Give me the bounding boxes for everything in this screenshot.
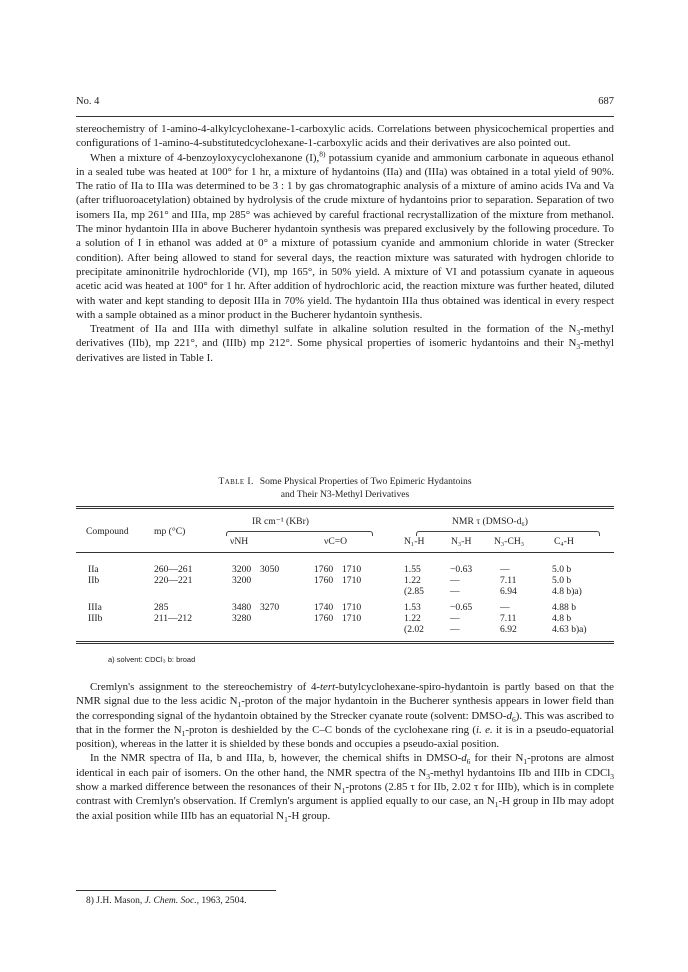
table-header-rule xyxy=(76,552,614,553)
cell-n3ch3: — xyxy=(500,564,510,575)
paragraph-5: In the NMR spectra of IIa, b and IIIa, b, however, the chemical shifts in DMSO-$d_6$ for their $N_1$-protons are almost identical in each pair of isomers. On the other hand, the NMR spectra of the $N_3$-methyl hydantoins IIb and IIIb in CDCl$_3$ show a marked difference between the resonances of their $N_1$-protons (2.85 τ for IIb, 2.02 τ for IIIb), which is in complete contrast with Cremlyn's observation. If Cremlyn's argument is applied equally to our case, an $N_1-H$ group in IIb may adopt the axial position while IIIb has an equatorial $N_1-H$ group. xyxy=(76,752,614,824)
cell-co1: 1760 xyxy=(314,564,334,575)
cell-n3h: — xyxy=(450,624,460,635)
cell-c4h: 5.0 b xyxy=(552,575,572,586)
header-nu-co: νC=O xyxy=(324,536,348,547)
cell-n3ch3: 6.94 xyxy=(500,586,517,597)
cell-compound: IIIa xyxy=(88,602,102,613)
table-title-line-1: Some Physical Properties of Two Epimeric Hydantoins xyxy=(259,476,472,487)
cell-nh1: 3200 xyxy=(232,564,252,575)
table-bottom-rule xyxy=(76,641,614,642)
cell-co2: 1710 xyxy=(342,575,362,586)
cell-n3h: — xyxy=(450,586,460,597)
header-n3ch3: N₃-CH₃ xyxy=(494,536,525,547)
reference-rule xyxy=(76,890,276,891)
paragraph-4: Cremlyn's assignment to the stereochemistry of 4-tert-butylcyclohexane-spiro-hydantoin is partly based on that the NMR signal due to the less acidic $N_1$-proton of the major hydantoin in the Bucherer synthesis appears in lower field than the corresponding signal of the hydantoin obtained by the Strecker cyanate route (solvent: DMSO-$d_6$). This was ascribed to that in the former the $N_1$-proton is deshielded by the C–C bonds of the cyclohexane ring (i. e. it is in a pseudo-equatorial position), whereas in the latter it is shielded by these bonds and occupies a pseudo-axial position. xyxy=(76,681,614,751)
cell-nh1: 3280 xyxy=(232,613,252,624)
cell-co1: 1740 xyxy=(314,602,334,613)
cell-nh2: 3050 xyxy=(260,564,280,575)
cell-compound: IIb xyxy=(88,575,100,586)
cell-co1: 1760 xyxy=(314,575,334,586)
body-text-top xyxy=(76,122,614,365)
properties-table xyxy=(76,506,614,644)
header-c4h: C₄-H xyxy=(554,536,574,547)
cell-n3ch3: 7.11 xyxy=(500,575,517,586)
header-n3h: N₃-H xyxy=(451,536,472,547)
cell-n3h: −0.65 xyxy=(450,602,473,613)
cell-c4h: 4.63 b)a) xyxy=(552,624,587,635)
header-n1h: N₁-H xyxy=(404,536,425,547)
page-number: 687 xyxy=(598,96,614,107)
cell-nh1: 3200 xyxy=(232,575,252,586)
table-title-line-2: and Their N3-Methyl Derivatives xyxy=(280,488,410,500)
table-caption xyxy=(76,476,614,501)
header-compound: Compound xyxy=(86,526,129,537)
cell-n3ch3: 6.92 xyxy=(500,624,517,635)
cell-n1h: (2.02 xyxy=(404,624,424,635)
cell-nh1: 3480 xyxy=(232,602,252,613)
cell-n1h: 1.53 xyxy=(404,602,421,613)
cell-n3h: −0.63 xyxy=(450,564,473,575)
paragraph-1: stereochemistry of 1-amino-4-alkylcyclohexane-1-carboxylic acids. Correlations between physicochemical properties and configurations of 1-amino-4-substitutedcyclohexane-1-carboxylic acids and their derivatives are also pointed out. xyxy=(76,123,614,150)
cell-mp: 220—221 xyxy=(154,575,193,586)
cell-n3ch3: — xyxy=(500,602,510,613)
reference-8: 8) J.H. Mason, J. Chem. Soc., 1963, 2504. xyxy=(86,896,247,906)
cell-co2: 1710 xyxy=(342,564,362,575)
body-text-bottom xyxy=(76,680,614,823)
table-top-rule-2 xyxy=(76,508,614,509)
cell-compound: IIa xyxy=(88,564,99,575)
cell-n1h: 1.55 xyxy=(404,564,421,575)
cell-co1: 1760 xyxy=(314,613,334,624)
cell-n1h: 1.22 xyxy=(404,575,421,586)
paragraph-3: Treatment of IIa and IIIa with dimethyl sulfate in alkaline solution resulted in the formation of the $N_3$-methyl derivatives (IIb), mp 221°, and (IIIb) mp 212°. Some physical properties of isomeric hydantoins and their $N_3$-methyl derivatives are listed in Table I. xyxy=(76,323,614,364)
cell-co2: 1710 xyxy=(342,602,362,613)
cell-nh2: 3270 xyxy=(260,602,280,613)
header-nmr-group: NMR τ (DMSO-d₆) xyxy=(452,516,528,527)
reference-marker: 8) xyxy=(319,148,326,158)
table-footnote: a) solvent: CDCl₃ b: broad xyxy=(108,655,196,664)
cell-mp: 260—261 xyxy=(154,564,193,575)
cell-n3h: — xyxy=(450,575,460,586)
cell-n3ch3: 7.11 xyxy=(500,613,517,624)
cell-c4h: 4.8 b)a) xyxy=(552,586,582,597)
header-rule xyxy=(76,116,614,117)
header-nu-nh: νNH xyxy=(230,536,249,547)
cell-mp: 285 xyxy=(154,602,169,613)
running-header xyxy=(76,96,614,110)
header-mp: mp (°C) xyxy=(154,526,186,537)
paragraph-2: When a mixture of 4-benzoyloxycyclohexanone (I),$^{8)}$ potassium cyanide and ammonium carbonate in aqueous ethanol in a sealed tube was heated at 100° for 1 hr, a mixture of hydantoins (IIa) and (IIIa) was obtained in a total yield of 90%. The ratio of IIa to IIIa was determined to be 3 : 1 by gas chromatographic analysis of a mixture of amino acids IVa and Va (after trifluoroacetylation) obtained by hydrolysis of the crude mixture of hydantoins prior to separation. Separation of two isomers IIa, mp 261° and IIIa, mp 285° was achieved by careful fractional recrystallization of the mixture from methanol. The minor hydantoin IIIa in above Bucherer hydantoin synthesis was prepared exclusively by the following procedure. To a solution of I in ethanol was added at 0° a mixture of potassium cyanide and ammonium chloride in water (Strecker condition). After being allowed to stand for several days, the reaction mixture was saturated with hydrogen chloride to precipitate aminonitrile hydrochloride (VI), mp 165°, in 50% yield. A mixture of VI and potassium cyanate in aqueous acetic acid was heated at 100° for 1 hr. After addition of hydrochloric acid, the reaction mixture was further heated, diluted with water and kept standing to deposit IIIa in 70% yield. The hydantoin IIIa thus obtained was identical in every respect with a sample obtained as a minor product in the Bucherer hydantoin synthesis. xyxy=(76,148,614,321)
cell-co2: 1710 xyxy=(342,613,362,624)
issue-number: No. 4 xyxy=(76,96,100,107)
table-bottom-rule-2 xyxy=(76,643,614,644)
cell-c4h: 4.88 b xyxy=(552,602,576,613)
cell-c4h: 5.0 b xyxy=(552,564,572,575)
cell-n1h: 1.22 xyxy=(404,613,421,624)
cell-compound: IIIb xyxy=(88,613,103,624)
header-ir-group: IR cm⁻¹ (KBr) xyxy=(252,516,309,527)
cell-n1h: (2.85 xyxy=(404,586,424,597)
cell-c4h: 4.8 b xyxy=(552,613,572,624)
table-label: Table I. xyxy=(218,476,254,487)
cell-mp: 211—212 xyxy=(154,613,193,624)
cell-n3h: — xyxy=(450,613,460,624)
table-top-rule xyxy=(76,506,614,507)
